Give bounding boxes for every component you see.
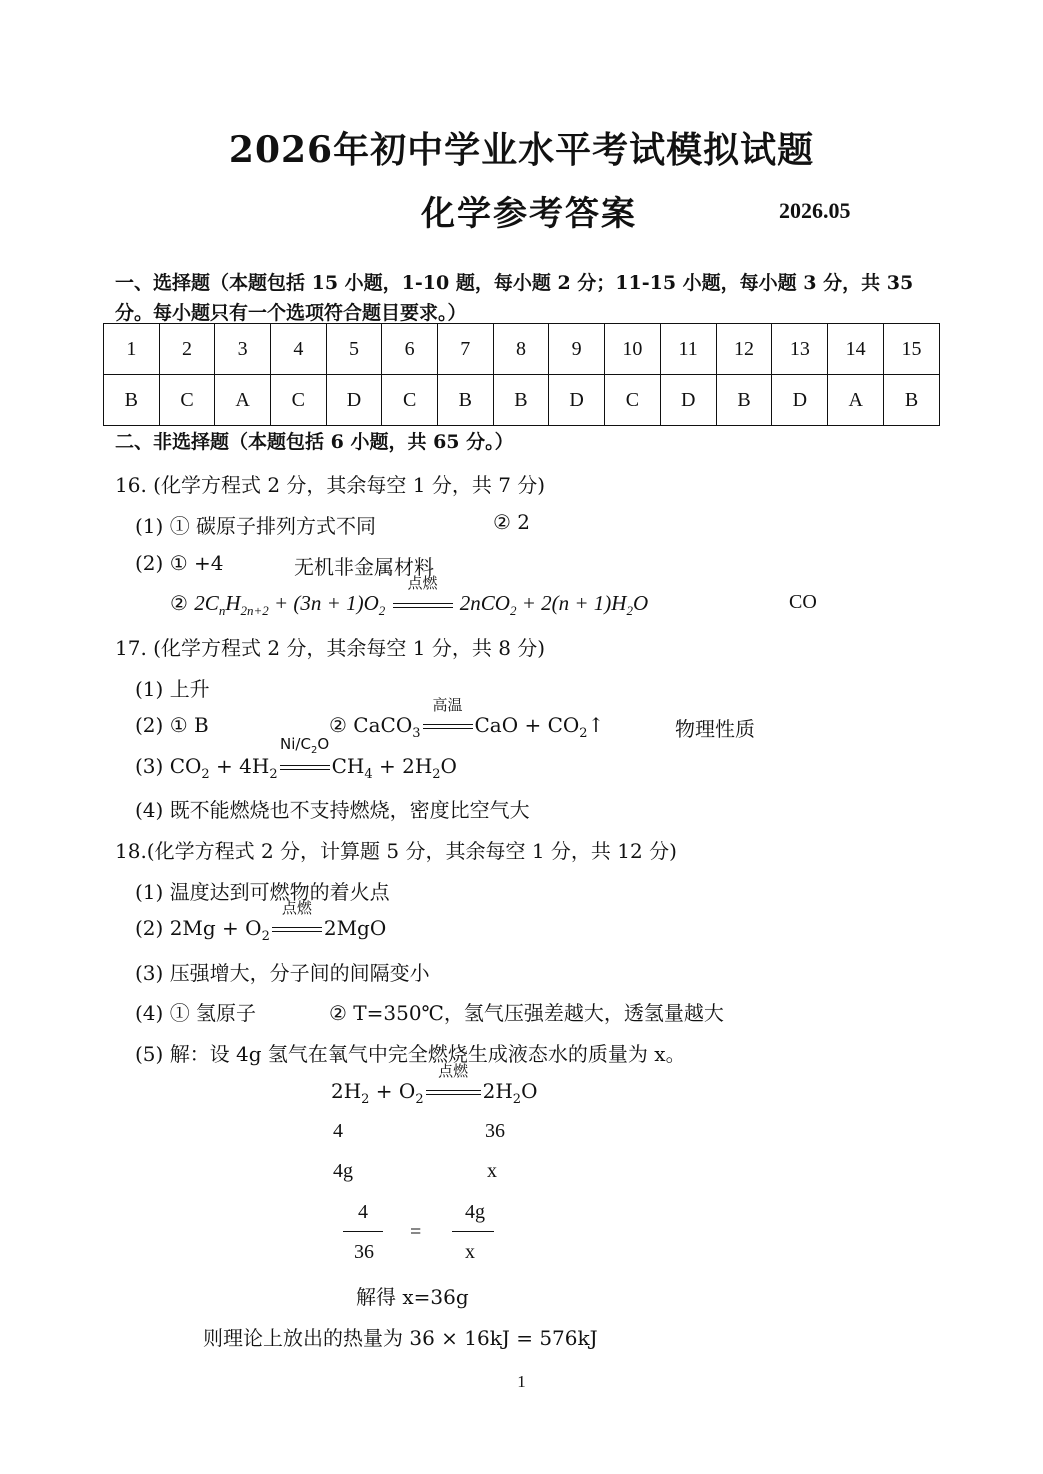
reaction-arrow (278, 735, 332, 778)
reaction-condition: 高温 (432, 696, 463, 714)
q16-part2-answer2: 无机非金属材料 (294, 555, 434, 579)
answer-cell: C (159, 375, 215, 426)
cond-text: O (317, 735, 330, 753)
question-number: 15 (884, 324, 940, 375)
answer-cell: D (326, 375, 382, 426)
fraction2-denominator: x (465, 1241, 475, 1263)
q16-part2-answer1: (2) ① +4 (135, 551, 224, 575)
double-line (426, 1090, 481, 1095)
eq-sub: 3 (412, 726, 421, 741)
answer-cell: C (270, 375, 326, 426)
section1-heading-line1: 一、选择题（本题包括 15 小题，1-10 题，每小题 2 分；11-15 小题，每小题 3 分，共 35 (115, 272, 914, 294)
reaction-arrow (270, 899, 324, 940)
q18-part4-answer1: (4) ① 氢原子 (135, 1001, 257, 1025)
double-line (423, 724, 473, 729)
eq-term: ② CaCO (329, 713, 413, 737)
fraction2-numerator: 4g (465, 1201, 485, 1223)
question-number: 2 (159, 324, 215, 375)
eq-sub: 2 (361, 1092, 370, 1107)
eq-sub: 2 (512, 1092, 522, 1107)
double-line (393, 603, 453, 608)
eq-term: 2C (194, 591, 219, 615)
eq-sub: 2n+2 (240, 603, 269, 619)
circled-two: ② (170, 591, 188, 615)
eq-term: 2MgO (323, 916, 387, 940)
question-number: 12 (716, 324, 772, 375)
fraction-equals: = (410, 1221, 422, 1243)
calc-ratio-right-2: x (487, 1160, 497, 1182)
section2-heading: 二、非选择题（本题包括 6 小题，共 65 分。） (115, 431, 514, 453)
question-number: 3 (215, 324, 271, 375)
eq-term: O (521, 1079, 538, 1103)
eq-sub: 2 (201, 767, 210, 782)
answer-cell: C (604, 375, 660, 426)
eq-term: 2H (482, 1079, 513, 1103)
q16-part1-answer2: ② 2 (493, 510, 531, 534)
eq-term: + 2(n + 1)H (516, 591, 627, 615)
section1-heading-line2: 分。每小题只有一个选项符合题目要求。） (115, 302, 467, 324)
q17-part2-equation (329, 696, 605, 741)
answer-cell: B (104, 375, 160, 426)
page-title: 2026年初中学业水平考试模拟试题 (228, 129, 815, 171)
question-number: 7 (437, 324, 493, 375)
eq-term: (3) CO (135, 754, 202, 778)
answer-cell: B (493, 375, 549, 426)
eq-term: CH (331, 754, 365, 778)
answer-cell: B (884, 375, 940, 426)
eq-term: 2nCO (459, 591, 510, 615)
q16-co-answer: CO (789, 591, 817, 613)
q18-part4-answer2: ② T=350℃，氢气压强差越大，透氢量越大 (329, 1001, 724, 1025)
question-number: 6 (382, 324, 438, 375)
exam-date: 2026.05 (779, 198, 851, 223)
eq-sub: 2 (432, 767, 441, 782)
cond-text: Ni/C (280, 735, 311, 753)
heat-result: 则理论上放出的热量为 36 × 16kJ = 576kJ (203, 1326, 598, 1350)
eq-term: H (225, 591, 241, 615)
eq-term: + 2H (372, 754, 433, 778)
page-subtitle: 化学参考答案 (421, 194, 637, 234)
q16-equation (170, 574, 649, 619)
eq-sub: n (218, 603, 226, 619)
fraction1-bar (343, 1231, 383, 1232)
q17-heading: 17. (化学方程式 2 分，其余每空 1 分，共 8 分) (115, 636, 546, 660)
answer-cell: D (660, 375, 716, 426)
gas-arrow: ↑ (587, 713, 605, 737)
q18-part2-equation (135, 899, 387, 944)
reaction-arrow (421, 696, 475, 737)
question-number: 10 (604, 324, 660, 375)
eq-term: + O (369, 1079, 416, 1103)
q17-part2-answer3: 物理性质 (675, 717, 755, 741)
fraction2-bar (452, 1231, 494, 1232)
calc-ratio-left-2: 4g (333, 1160, 353, 1182)
q18-heading: 18.(化学方程式 2 分，计算题 5 分，其余每空 1 分，共 12 分) (115, 839, 677, 863)
question-number: 8 (493, 324, 549, 375)
answer-cell: D (549, 375, 605, 426)
reaction-condition: 点燃 (438, 1062, 469, 1080)
q17-part1: (1) 上升 (135, 677, 210, 701)
q16-heading: 16. (化学方程式 2 分，其余每空 1 分，共 7 分) (115, 473, 546, 497)
question-number: 5 (326, 324, 382, 375)
q17-part4: (4) 既不能燃烧也不支持燃烧，密度比空气大 (135, 798, 530, 822)
q18-part1: (1) 温度达到可燃物的着火点 (135, 880, 390, 904)
question-number: 13 (772, 324, 828, 375)
answer-table-number-row (104, 324, 940, 375)
eq-sub: 2 (269, 767, 278, 782)
reaction-arrow (424, 1062, 483, 1103)
eq-term: O (440, 754, 457, 778)
eq-term: (2) 2Mg + O (135, 916, 262, 940)
q18-part3: (3) 压强增大，分子间的间隔变小 (135, 961, 430, 985)
double-line (280, 765, 330, 770)
fraction1-numerator: 4 (358, 1201, 368, 1223)
reaction-condition: 点燃 (407, 574, 438, 592)
question-number: 1 (104, 324, 160, 375)
q16-part1-answer1: (1) ① 碳原子排列方式不同 (135, 514, 377, 538)
answer-table (103, 323, 940, 426)
question-number: 4 (270, 324, 326, 375)
answer-table-answer-row (104, 375, 940, 426)
calc-ratio-left-1: 4 (333, 1120, 343, 1142)
question-number: 11 (660, 324, 716, 375)
eq-sub: 2 (415, 1092, 424, 1107)
equation-text (194, 574, 649, 619)
reaction-condition (278, 735, 332, 756)
answer-cell: C (382, 375, 438, 426)
q17-part3-equation: (3) $CO_2 + 4H_2$ $Ni/C_2O$ $CH_4 + 2H_2O$ (135, 735, 457, 782)
answer-cell: B (716, 375, 772, 426)
calc-equation (331, 1062, 538, 1107)
page-number: 1 (517, 1372, 526, 1391)
fraction1-denominator: 36 (354, 1241, 374, 1263)
cond-sub: 2 (310, 745, 318, 756)
question-number: 14 (828, 324, 884, 375)
eq-sub: 4 (364, 767, 373, 782)
eq-sub: 2 (261, 929, 270, 944)
answer-cell: B (437, 375, 493, 426)
eq-term: 2H (331, 1079, 362, 1103)
eq-term: CaO + CO (474, 713, 580, 737)
reaction-arrow (391, 574, 455, 616)
eq-sub: 2 (378, 603, 386, 619)
question-number: 9 (549, 324, 605, 375)
q18-part5-solution: (5) 解：设 4g 氢气在氧气中完全燃烧生成液态水的质量为 x。 (135, 1042, 686, 1066)
answer-cell: A (828, 375, 884, 426)
eq-sub: 2 (509, 603, 517, 619)
double-line (272, 927, 322, 932)
calc-result: 解得 x=36g (356, 1285, 469, 1309)
eq-sub: 2 (579, 726, 588, 741)
q17-part2-answer1: (2) ① B (135, 713, 209, 737)
reaction-condition: 点燃 (281, 899, 312, 917)
eq-term: O (632, 591, 649, 615)
eq-term: + (3n + 1)O (268, 591, 379, 615)
eq-sub: 2 (626, 603, 633, 619)
answer-cell: D (772, 375, 828, 426)
answer-cell: A (215, 375, 271, 426)
calc-ratio-right-1: 36 (485, 1120, 505, 1142)
